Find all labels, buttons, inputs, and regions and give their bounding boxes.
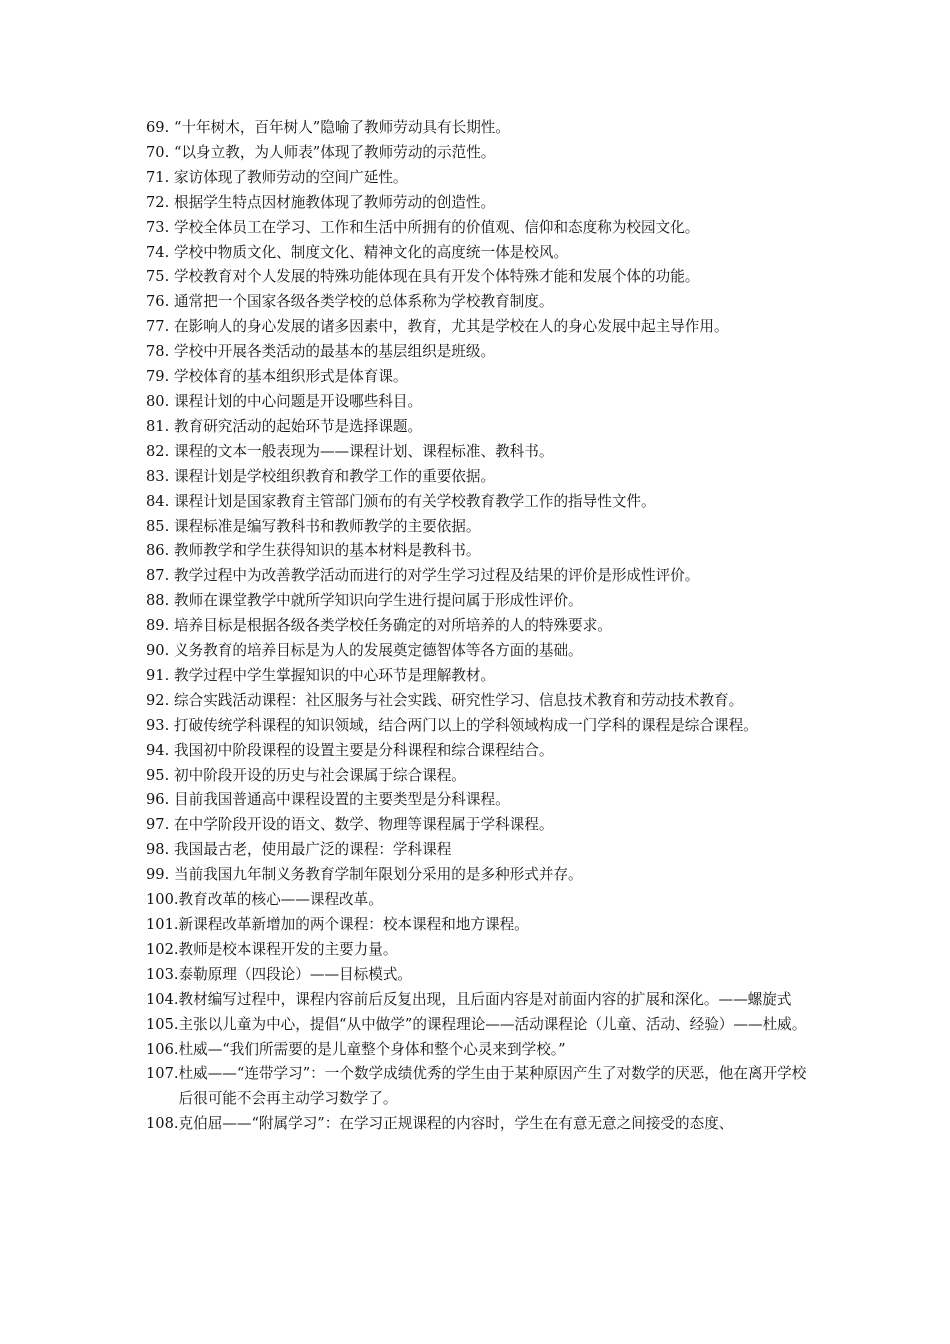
item-text: 通常把一个国家各级各类学校的总体系称为学校教育制度。 bbox=[174, 293, 554, 311]
list-item bbox=[146, 415, 816, 440]
list-item bbox=[146, 1013, 816, 1038]
item-number: 83. bbox=[146, 467, 170, 485]
item-text: 新课程改革新增加的两个课程：校本课程和地方课程。 bbox=[178, 916, 529, 933]
item-text: 教育研究活动的起始环节是选择课题。 bbox=[174, 417, 423, 435]
list-item bbox=[146, 1038, 816, 1063]
item-number: 89. bbox=[146, 617, 170, 635]
item-number: 77. bbox=[146, 318, 170, 336]
item-number: 108. bbox=[146, 1115, 179, 1133]
item-text: 泰勒原理（四段论）——目标模式。 bbox=[178, 965, 413, 983]
item-number: 106. bbox=[146, 1040, 179, 1058]
list-item bbox=[146, 813, 816, 838]
list-item bbox=[146, 265, 816, 290]
item-number: 98. bbox=[146, 841, 170, 859]
item-number: 88. bbox=[146, 592, 170, 610]
item-text: 根据学生特点因材施教体现了教师劳动的创造性。 bbox=[174, 193, 496, 211]
item-number: 95. bbox=[146, 766, 170, 784]
item-number: 101. bbox=[146, 916, 179, 933]
list-item bbox=[146, 764, 816, 789]
item-number: 100. bbox=[146, 891, 179, 909]
item-text: 学校体育的基本组织形式是体育课。 bbox=[174, 368, 408, 386]
numbered-list bbox=[146, 116, 816, 1137]
list-item bbox=[146, 490, 816, 515]
list-item bbox=[146, 340, 816, 365]
item-number: 79. bbox=[146, 368, 170, 386]
item-number: 104. bbox=[146, 990, 179, 1008]
item-text: 克伯屈——“附属学习”：在学习正规课程的内容时，学生在有意无意之间接受的态度、 bbox=[178, 1115, 734, 1133]
list-item bbox=[146, 564, 816, 589]
item-text: 课程计划是学校组织教育和教学工作的重要依据。 bbox=[174, 467, 496, 485]
item-number: 71. bbox=[146, 168, 170, 186]
item-text: 主张以儿童为中心，提倡“从中做学”的课程理论——活动课程论（儿童、活动、经验）——杜威。 bbox=[178, 1015, 807, 1033]
item-number: 92. bbox=[146, 691, 170, 709]
item-text: 学校中物质文化、制度文化、精神文化的高度统一体是校风。 bbox=[174, 243, 569, 261]
list-item bbox=[146, 1112, 816, 1137]
item-number: 96. bbox=[146, 791, 170, 809]
item-text: 当前我国九年制义务教育学制年限划分采用的是多种形式并存。 bbox=[174, 866, 583, 884]
list-item bbox=[146, 141, 816, 166]
item-text: 教学过程中为改善教学活动而进行的对学生学习过程及结果的评价是形成性评价。 bbox=[174, 567, 700, 585]
item-text: 杜威——“连带学习”：一个数学成绩优秀的学生由于某种原因产生了对数学的厌恶，他在离开学校后很可能不会再主动学习数学了。 bbox=[178, 1065, 807, 1108]
item-number: 99. bbox=[146, 866, 170, 884]
item-text: 课程计划的中心问题是开设哪些科目。 bbox=[174, 392, 423, 410]
item-text: 学校中开展各类活动的最基本的基层组织是班级。 bbox=[174, 343, 496, 361]
item-text: 综合实践活动课程：社区服务与社会实践、研究性学习、信息技术教育和劳动技术教育。 bbox=[174, 691, 744, 709]
item-number: 80. bbox=[146, 392, 170, 410]
item-text: 在中学阶段开设的语文、数学、物理等课程属于学科课程。 bbox=[174, 816, 554, 834]
item-number: 91. bbox=[146, 666, 170, 684]
list-item bbox=[146, 1062, 816, 1112]
item-number: 102. bbox=[146, 940, 179, 958]
list-item bbox=[146, 988, 816, 1013]
list-item bbox=[146, 639, 816, 664]
item-text: 教师是校本课程开发的主要力量。 bbox=[178, 940, 398, 958]
item-number: 103. bbox=[146, 965, 179, 983]
item-text: 学校教育对个人发展的特殊功能体现在具有开发个体特殊才能和发展个体的功能。 bbox=[174, 268, 700, 286]
list-item bbox=[146, 315, 816, 340]
item-text: 教师教学和学生获得知识的基本材料是教科书。 bbox=[174, 542, 481, 560]
item-number: 87. bbox=[146, 567, 170, 585]
item-number: 73. bbox=[146, 218, 170, 236]
item-number: 86. bbox=[146, 542, 170, 560]
item-text: 培养目标是根据各级各类学校任务确定的对所培养的人的特殊要求。 bbox=[174, 617, 612, 635]
list-item bbox=[146, 863, 816, 888]
item-number: 82. bbox=[146, 442, 170, 460]
item-text: 我国最古老，使用最广泛的课程：学科课程 bbox=[174, 841, 452, 859]
item-text: 教材编写过程中，课程内容前后反复出现，且后面内容是对前面内容的扩展和深化。——螺旋式 bbox=[178, 990, 792, 1008]
item-text: “以身立教，为人师表”体现了教师劳动的示范性。 bbox=[174, 143, 496, 161]
list-item bbox=[146, 589, 816, 614]
item-text: 课程计划是国家教育主管部门颁布的有关学校教育教学工作的指导性文件。 bbox=[174, 492, 656, 510]
item-number: 74. bbox=[146, 243, 170, 261]
list-item bbox=[146, 290, 816, 315]
item-number: 107. bbox=[146, 1065, 179, 1083]
item-number: 84. bbox=[146, 492, 170, 510]
item-number: 70. bbox=[146, 143, 170, 161]
item-text: 我国初中阶段课程的设置主要是分科课程和综合课程结合。 bbox=[174, 741, 554, 759]
list-item bbox=[146, 515, 816, 540]
item-text: 目前我国普通高中课程设置的主要类型是分科课程。 bbox=[174, 791, 510, 809]
item-text: 在影响人的身心发展的诸多因素中，教育，尤其是学校在人的身心发展中起主导作用。 bbox=[174, 318, 729, 336]
list-item bbox=[146, 191, 816, 216]
list-item bbox=[146, 838, 816, 863]
list-item bbox=[146, 913, 816, 938]
item-text: 教育改革的核心——课程改革。 bbox=[178, 891, 383, 909]
item-text: 教师在课堂教学中就所学知识向学生进行提问属于形成性评价。 bbox=[174, 592, 583, 610]
list-item bbox=[146, 365, 816, 390]
list-item bbox=[146, 440, 816, 465]
item-number: 75. bbox=[146, 268, 170, 286]
item-text: 课程标准是编写教科书和教师教学的主要依据。 bbox=[174, 517, 481, 535]
item-number: 76. bbox=[146, 293, 170, 311]
item-number: 72. bbox=[146, 193, 170, 211]
item-number: 81. bbox=[146, 417, 170, 435]
item-number: 94. bbox=[146, 741, 170, 759]
list-item bbox=[146, 938, 816, 963]
list-item bbox=[146, 241, 816, 266]
item-text: “十年树木，百年树人”隐喻了教师劳动具有长期性。 bbox=[174, 119, 510, 136]
item-text: 课程的文本一般表现为——课程计划、课程标准、教科书。 bbox=[174, 442, 554, 460]
list-item bbox=[146, 739, 816, 764]
item-number: 97. bbox=[146, 816, 170, 834]
list-item bbox=[146, 166, 816, 191]
list-item bbox=[146, 963, 816, 988]
item-text: 家访体现了教师劳动的空间广延性。 bbox=[174, 168, 408, 186]
list-item bbox=[146, 714, 816, 739]
item-number: 69. bbox=[146, 119, 170, 136]
item-text: 学校全体员工在学习、工作和生活中所拥有的价值观、信仰和态度称为校园文化。 bbox=[174, 218, 700, 236]
item-text: 教学过程中学生掌握知识的中心环节是理解教材。 bbox=[174, 666, 496, 684]
list-item bbox=[146, 888, 816, 913]
list-item bbox=[146, 664, 816, 689]
item-text: 义务教育的培养目标是为人的发展奠定德智体等各方面的基础。 bbox=[174, 642, 583, 660]
list-item bbox=[146, 614, 816, 639]
item-text: 杜威—“我们所需要的是儿童整个身体和整个心灵来到学校。” bbox=[178, 1040, 566, 1058]
item-number: 78. bbox=[146, 343, 170, 361]
list-item bbox=[146, 788, 816, 813]
list-item bbox=[146, 539, 816, 564]
list-item bbox=[146, 216, 816, 241]
list-item bbox=[146, 116, 816, 141]
item-number: 93. bbox=[146, 716, 170, 734]
item-text: 打破传统学科课程的知识领域，结合两门以上的学科领域构成一门学科的课程是综合课程。 bbox=[174, 716, 758, 734]
item-number: 105. bbox=[146, 1015, 179, 1033]
item-text: 初中阶段开设的历史与社会课属于综合课程。 bbox=[174, 766, 466, 784]
list-item bbox=[146, 689, 816, 714]
list-item bbox=[146, 390, 816, 415]
list-item bbox=[146, 465, 816, 490]
item-number: 85. bbox=[146, 517, 170, 535]
item-number: 90. bbox=[146, 642, 170, 660]
